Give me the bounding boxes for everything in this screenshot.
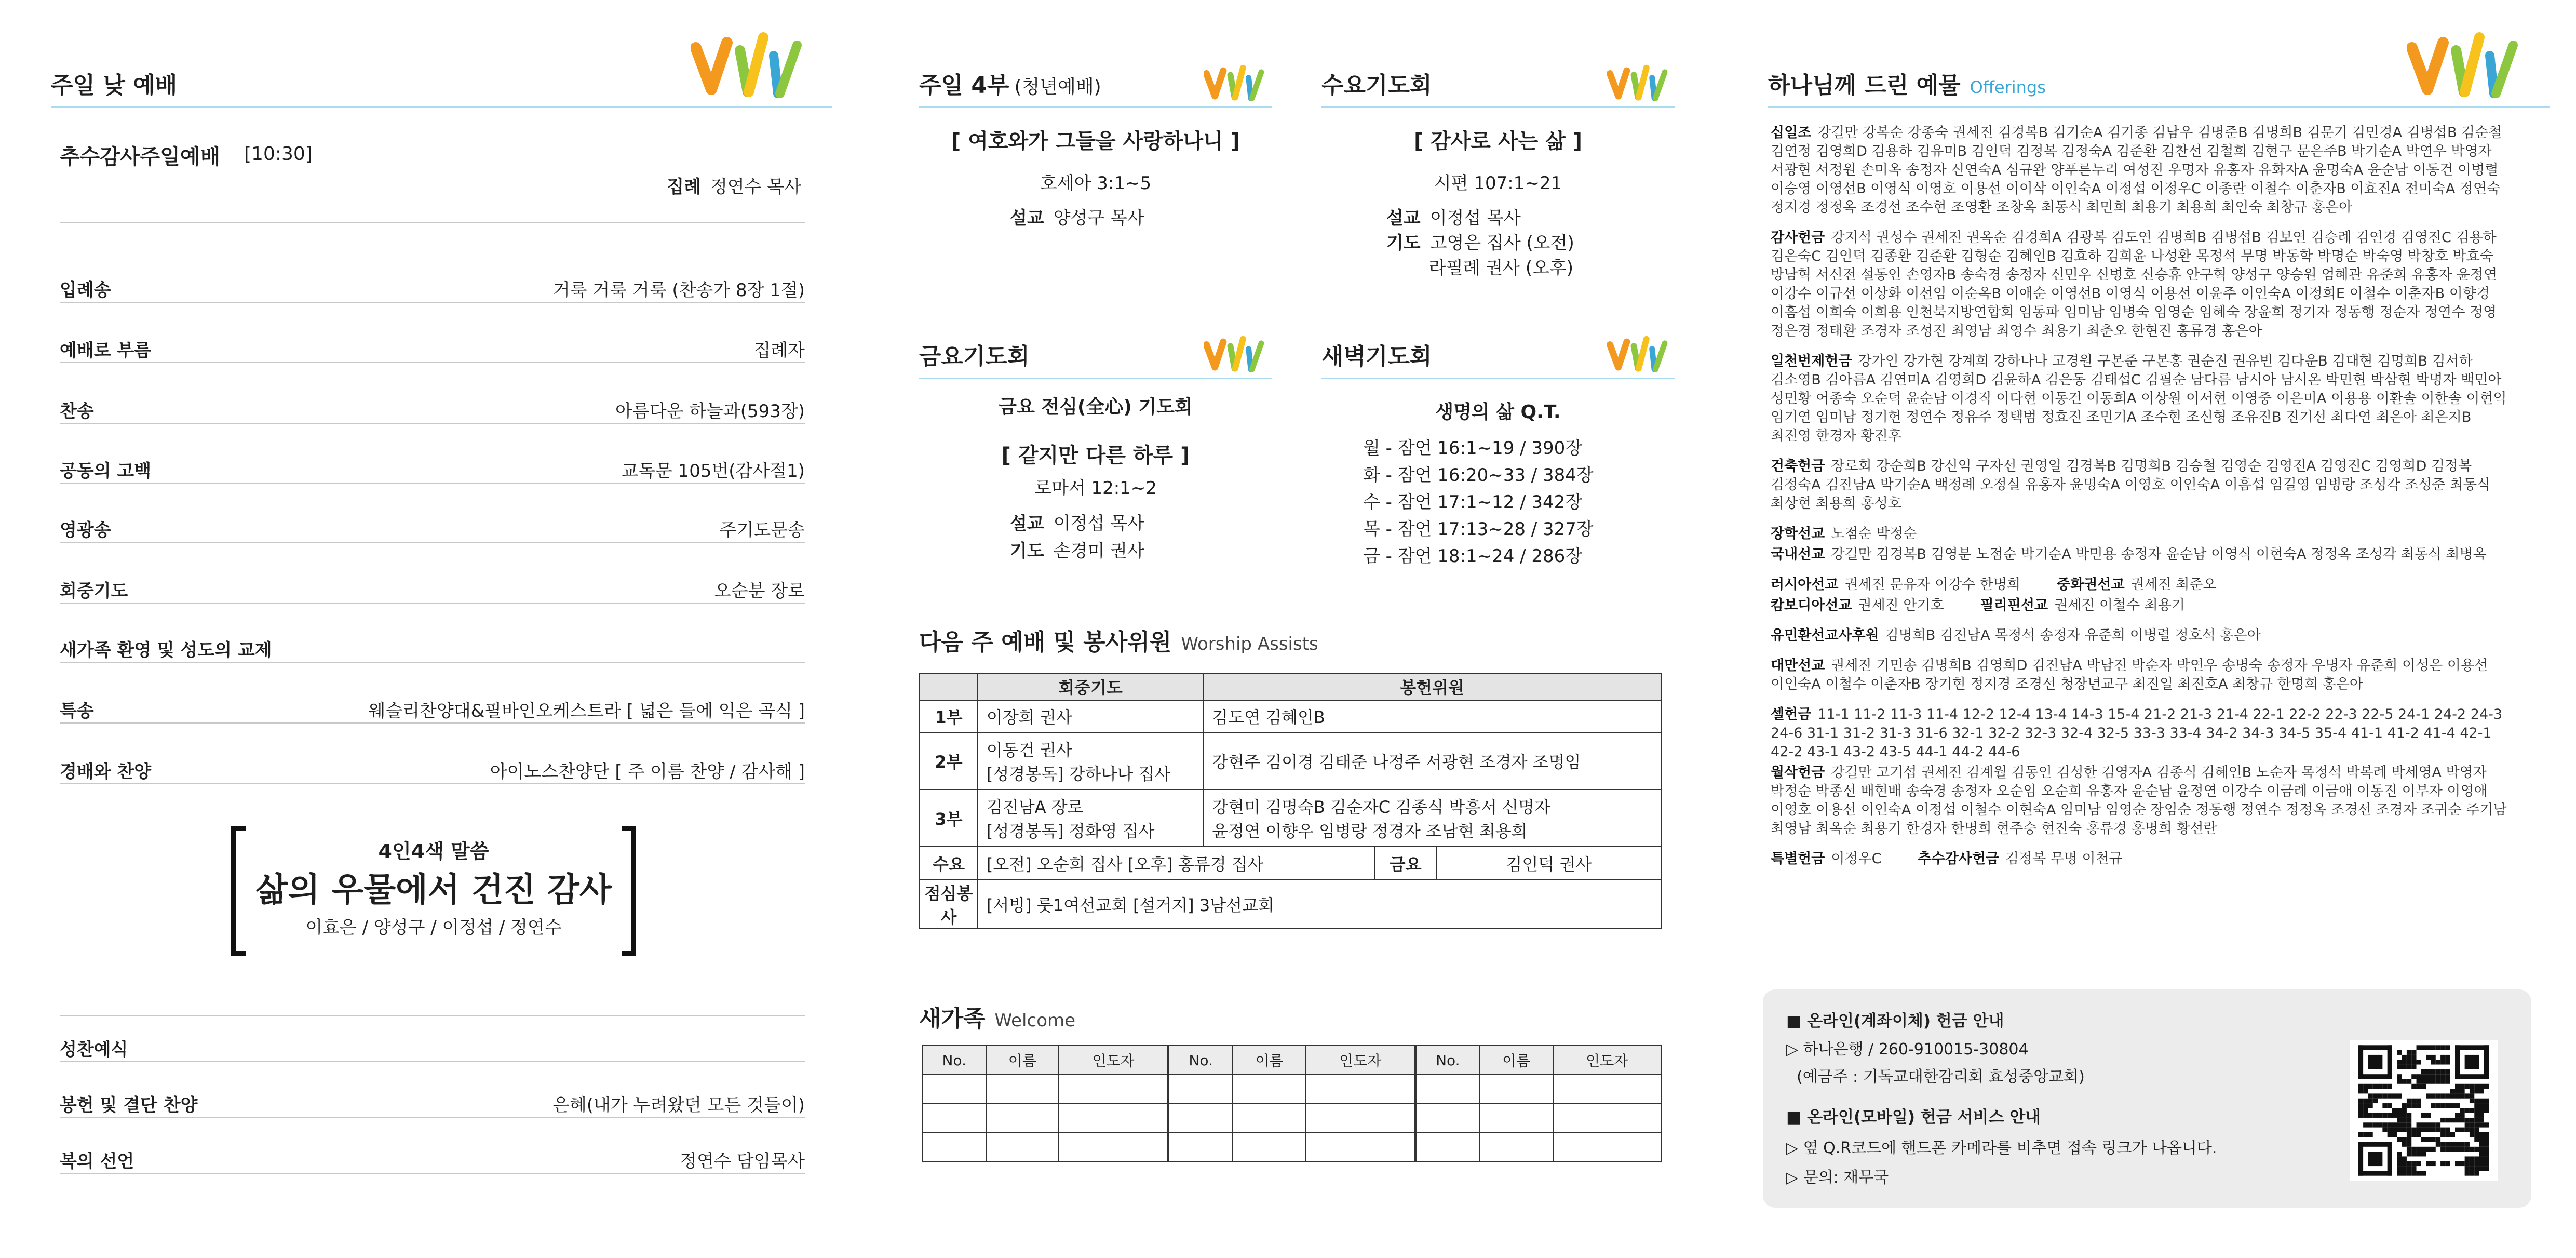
col-header-offering: 봉헌위원 [1203, 673, 1661, 700]
welcome-cell[interactable] [1233, 1075, 1306, 1104]
sunday4-heading: [ 여호와가 그들을 사랑하나니 ] [951, 129, 1240, 153]
dawn-heading: 생명의 삶 Q.T. [1435, 402, 1561, 423]
order-item-value: 주기도문송 [719, 520, 805, 541]
welcome-cell[interactable] [1480, 1104, 1553, 1133]
table-row [920, 732, 1661, 789]
divider [60, 1015, 805, 1016]
welcome-header: No. [923, 1046, 986, 1075]
fri-sermon: 설교 이정섭 목사 [1010, 513, 1144, 534]
offering-cell [1203, 789, 1661, 847]
welcome-row [923, 1133, 1661, 1162]
box-heading-mobile: ■ 온라인(모바일) 헌금 서비스 안내 [1786, 1108, 2041, 1127]
welcome-cell[interactable] [923, 1104, 986, 1133]
table-row [920, 700, 1661, 732]
order-item-value: 교독문 105번(감사절1) [621, 461, 805, 481]
welcome-cell[interactable] [1059, 1104, 1168, 1133]
welcome-header: 인도자 [1306, 1046, 1415, 1075]
prayer-name: 이동건 권사 [986, 740, 1072, 760]
dawn-line: 금 - 잠언 18:1~24 / 286장 [1363, 546, 1583, 567]
offering-label-2: 필리핀선교 [1980, 597, 2048, 613]
offering-donors: 김명희B 김진남A 목정석 송정자 유준희 이병렬 정호석 홍은아 [1885, 627, 2261, 644]
section-title-friday: 금요기도회 [919, 343, 1030, 370]
order-item-value: 거룩 거룩 거룩 (찬송가 8장 1절) [552, 280, 805, 301]
order-item [60, 1087, 805, 1118]
welcome-cell[interactable] [986, 1133, 1059, 1162]
offering-category [1771, 657, 2513, 694]
offering-donors: 11-1 11-2 11-3 11-4 12-2 12-4 13-4 14-3 15-4 21-2 21-3 21-4 22-1 22-2 22-3 22-5 24-1 24-2 24-3 24-6 31-1 31-2 31-3 31-6 32-1 32-2 32-3 32-4 32-5 33-3 33-4 34-2 34-3 34-5 35-4 41-1 41-2 41-4 42-1 42-2 43-1 43-2 43-5 44-1 44-2 44-6 [1771, 706, 2503, 760]
offering-label: 특별헌금 [1771, 851, 1825, 867]
row-label: 금요 [1374, 847, 1437, 880]
row-label: 수요 [920, 847, 978, 880]
title-rule [919, 378, 1272, 379]
qr-code[interactable] [2350, 1040, 2498, 1181]
col-header-prayer: 회중기도 [978, 673, 1203, 700]
offering-label: 유민환선교사후원 [1771, 627, 1879, 644]
order-item-label: 예배로 부름 [60, 340, 152, 361]
offering-label: 일천번제헌금 [1771, 353, 1852, 369]
offering-donors: 노점순 박정순 [1831, 526, 1917, 542]
section-title-sunday4: 주일 4부 (청년예배) [919, 72, 1101, 99]
welcome-cell[interactable] [1415, 1075, 1480, 1104]
order-item [60, 632, 805, 663]
offering-category [1771, 626, 2513, 645]
service-number: 2부 [920, 732, 978, 789]
order-item [60, 332, 805, 363]
offering-donors: 강지석 권성수 권세진 권옥순 김경희A 김광복 김도연 김명희B 김병섭B 김보연 김승례 김연경 김영진C 김용하 김은숙C 김인덕 김종환 김준환 김형순 김혜인B 김효하 김희윤 나성환 목정석 무명 박동학 박명순 박숙영 박창호 박효숙 방남혁 서신전 설동인 손영자B 송숙경 송정자 신민우 신병호 신승휴 안구혁 양성구 양승원 엄혜관 유준희 유홍자 윤정연 이강수 이규선 이상화 이선임 이순옥B 이애순 이영선B 이영식 이용선 이윤주 이인숙A 이정희E 이철수 이춘자B 이향경 이흠섭 이희숙 이희용 인천북지방연합회 임동파 임미남 임병숙 임영순 임혜숙 장윤희 정기자 정동행 정순자 정연수 정영 정은경 정태환 조경자 조성진 최영남 최영수 최용기 최춘오 한현진 홍류경 홍은아 [1771, 230, 2498, 339]
wed-verse: 시편 107:1~21 [1434, 173, 1562, 194]
welcome-cell[interactable] [1415, 1133, 1480, 1162]
welcome-cell[interactable] [923, 1133, 986, 1162]
welcome-cell[interactable] [986, 1075, 1059, 1104]
offering-label: 러시아선교 [1771, 577, 1839, 593]
welcome-cell[interactable] [1306, 1104, 1415, 1133]
sermon-speakers: 이효은 / 양성구 / 이정섭 / 정연수 [305, 917, 562, 938]
order-item [60, 692, 805, 724]
offering-category [1771, 457, 2513, 513]
church-logo-small [1607, 332, 1675, 379]
title-rule [1321, 378, 1675, 379]
order-item-value: 정연수 담임목사 [680, 1151, 805, 1172]
section-title-dawn: 새벽기도회 [1321, 343, 1432, 370]
offering-donors: 강길만 강복순 강종숙 권세진 김경복B 김기순A 김기종 김남우 김명준B 김명희B 김문기 김민경A 김병섭B 김순철 김연정 김영희D 김용하 김유미B 김인덕 김정복 김정숙A 김준환 김찬선 김철희 김현구 문은주B 박기순A 박연우 박영자 서광현 서정원 손미옥 송정자 신연숙A 심규완 양푸른누리 여성진 우명자 유홍자 유화자A 윤명숙A 윤순남 이동건 이병렬 이승영 이영선B 이영식 이영호 이용선 이이삭 이인숙A 이정섭 이정우C 이종란 이철수 이춘자B 이효진A 전미숙A 정연숙 정지경 정정옥 조경선 조수현 조영환 조창옥 최동식 최민희 최용기 최용희 최인숙 최창규 홍은아 [1771, 125, 2502, 216]
welcome-header: No. [1168, 1046, 1233, 1075]
order-item-value: 아름다운 하늘과(593장) [615, 401, 805, 422]
order-item-label: 새가족 환영 및 성도의 교제 [60, 640, 272, 661]
fri-service-value: 김인덕 권사 [1437, 847, 1661, 880]
welcome-row [923, 1104, 1661, 1133]
offering-label: 감사헌금 [1771, 230, 1825, 246]
offering-names: 강현미 김명숙B 김순자C 김종식 박흥서 신명자 [1212, 797, 1550, 817]
order-item-value: 집례자 [753, 340, 805, 361]
order-item [60, 572, 805, 604]
welcome-table [922, 1045, 1662, 1162]
welcome-cell[interactable] [1168, 1104, 1233, 1133]
church-logo-small [1204, 61, 1271, 108]
offering-category [1771, 596, 2513, 615]
divider [60, 222, 805, 223]
offering-category [1771, 705, 2513, 761]
dawn-line: 월 - 잠언 16:1~19 / 390장 [1363, 438, 1583, 459]
offering-category [1771, 229, 2513, 341]
offering-category [1771, 545, 2513, 564]
fri-verse: 로마서 12:1~2 [1034, 478, 1157, 499]
order-item-label: 입례송 [60, 280, 111, 301]
title-rule [919, 106, 1272, 108]
welcome-cell[interactable] [1553, 1133, 1662, 1162]
offering-label-2: 중화권선교 [2057, 577, 2125, 593]
title-rule [1321, 106, 1675, 108]
offerings-list [1771, 124, 2513, 868]
order-item-value: 은혜(내가 누려왔던 모든 것들이) [552, 1095, 805, 1116]
welcome-cell[interactable] [1168, 1133, 1233, 1162]
reading-name: [성경봉독] 강하나나 집사 [986, 764, 1171, 784]
prayer-name: 이장희 권사 [986, 707, 1072, 727]
box-heading-transfer: ■ 온라인(계좌이체) 헌금 안내 [1786, 1012, 2004, 1031]
offering-label-2: 추수감사헌금 [1918, 851, 1999, 867]
wed-service-value: [오전] 오순희 집사 [오후] 홍류경 집사 [978, 847, 1374, 880]
order-item-label: 특송 [60, 701, 94, 721]
offering-donors: 장로회 강순희B 강신익 구자선 권영일 김경복B 김명희B 김승철 김영순 김영진A 김영진C 김영희D 김정복 김정숙A 김진남A 박기순A 백정례 오정실 유홍자 윤명숙A 이영호 이인숙A 이흠섭 임길영 임병랑 조성각 조성준 최동식 최상현 최용희 홍성호 [1771, 458, 2491, 512]
qr-instruction: ▷ 옆 Q.R코드에 핸드폰 카메라를 비추면 접속 링크가 나옵니다. [1786, 1139, 2217, 1157]
order-item-label: 복의 선언 [60, 1151, 134, 1172]
order-item [60, 393, 805, 424]
order-item-value: 웨슬리찬양대&필바인오케스트라 [ 넓은 들에 익은 곡식 ] [368, 701, 805, 721]
order-item [60, 452, 805, 484]
offering-label: 월삭헌금 [1771, 765, 1825, 781]
order-item-value: 오순분 장로 [713, 581, 805, 601]
order-item [60, 1143, 805, 1174]
sunday4-verse: 호세아 3:1~5 [1040, 173, 1152, 194]
dawn-line: 목 - 잠언 17:13~28 / 327장 [1363, 519, 1594, 540]
offering-donors: 이정우C [1831, 851, 1882, 867]
offering-donors: 권세진 문유자 이강수 한명희 [1844, 577, 2021, 593]
fri-line1: 금요 전심(全心) 기도회 [999, 396, 1193, 418]
offering-label: 건축헌금 [1771, 458, 1825, 474]
offering-donors: 권세진 안기호 [1858, 597, 1944, 613]
section-title-assists: 다음 주 예배 및 봉사위원 Worship Assists [919, 629, 1318, 655]
offering-cell [1203, 700, 1661, 732]
welcome-header: 인도자 [1553, 1046, 1662, 1075]
prayer-cell [978, 700, 1203, 732]
order-item-label: 찬송 [60, 401, 94, 422]
welcome-header: 이름 [1480, 1046, 1553, 1075]
service-time: [10:30] [244, 143, 313, 165]
dawn-line: 수 - 잠언 17:1~12 / 342장 [1363, 492, 1583, 513]
offering-label: 캄보디아선교 [1771, 597, 1852, 613]
offering-names: 강현주 김이경 김태준 나정주 서광현 조경자 조명임 [1212, 752, 1581, 772]
order-item-label: 경배와 찬양 [60, 761, 152, 782]
welcome-header: 인도자 [1059, 1046, 1168, 1075]
welcome-cell[interactable] [1233, 1133, 1306, 1162]
order-item [60, 753, 805, 784]
bank-account: ▷ 하나은행 / 260-910015-30804 [1786, 1040, 2029, 1059]
welcome-cell[interactable] [1306, 1075, 1415, 1104]
church-logo-small [1204, 332, 1271, 379]
online-offering-box [1763, 989, 2531, 1208]
church-logo [2407, 27, 2531, 107]
church-logo-small [1607, 61, 1675, 108]
contact-info: ▷ 문의: 재무국 [1786, 1169, 1889, 1187]
order-item-label: 회중기도 [60, 581, 128, 601]
lunch-service-value: [서빙] 룻1여선교회 [설거지] 3남선교회 [978, 880, 1661, 929]
title-rule [51, 106, 832, 108]
offering-donors-2: 권세진 이철수 최용기 [2054, 597, 2185, 613]
offering-label: 셀헌금 [1771, 706, 1812, 722]
section-title-wednesday: 수요기도회 [1321, 72, 1432, 99]
welcome-header: No. [1415, 1046, 1480, 1075]
offering-label: 장학선교 [1771, 526, 1825, 542]
sunday4-sermon: 설교 양성구 목사 [1010, 208, 1144, 229]
section-title-welcome: 새가족 Welcome [919, 1006, 1076, 1032]
welcome-cell[interactable] [1480, 1075, 1553, 1104]
welcome-cell[interactable] [923, 1075, 986, 1104]
offering-label: 국내선교 [1771, 546, 1825, 563]
welcome-cell[interactable] [986, 1104, 1059, 1133]
welcome-cell[interactable] [1553, 1075, 1662, 1104]
offering-category [1771, 525, 2513, 543]
prayer-cell [978, 789, 1203, 847]
service-number: 1부 [920, 700, 978, 732]
offering-donors: 권세진 기민송 김명희B 김영희D 김진남A 박남진 박순자 박연우 송명숙 송정자 우명자 유준희 이성은 이용선 이인숙A 이철수 이춘자B 장기현 정지경 조경선 청장년교구 최진일 최진호A 최창규 한명희 홍은아 [1771, 658, 2488, 692]
welcome-cell[interactable] [1059, 1133, 1168, 1162]
order-item-label: 영광송 [60, 520, 111, 541]
welcome-cell[interactable] [1306, 1133, 1415, 1162]
title-rule [1768, 106, 2550, 108]
offering-names: 김도연 김혜인B [1212, 707, 1325, 727]
order-item [60, 272, 805, 303]
account-holder: (예금주 : 기독교대한감리회 효성중앙교회) [1797, 1068, 2085, 1086]
offering-cell [1203, 732, 1661, 789]
row-label: 점심봉사 [920, 880, 978, 929]
sermon-box [231, 826, 636, 956]
order-item-label: 성찬예식 [60, 1039, 128, 1060]
offering-category [1771, 576, 2513, 594]
section-title-sunday-worship: 주일 낮 예배 [51, 72, 178, 99]
assists-table [919, 673, 1662, 929]
section-title-offerings: 하나님께 드린 예물 Offerings [1768, 72, 2046, 99]
sermon-title: 삶의 우물에서 건진 감사 [255, 871, 612, 909]
order-item [60, 512, 805, 543]
offering-category [1771, 352, 2513, 446]
offering-names-2: 윤정연 이향우 임병랑 정경자 조남현 최용희 [1212, 821, 1528, 841]
wed-heading: [ 감사로 사는 삶 ] [1413, 129, 1583, 153]
offering-label: 대만선교 [1771, 658, 1825, 674]
offering-donors: 강길만 고기섭 권세진 김계월 김동인 김성한 김영자A 김종식 김혜인B 노순자 목정석 박복례 박세영A 박영자 박정순 박종선 배현배 송숙경 송정자 오순임 오순희 유홍자 윤순남 윤정연 이강수 이금례 이금애 이동진 이부자 이영애 이영호 이용선 이인숙A 이정섭 이철수 이현숙A 임미남 임영순 장임순 정동행 정연수 정정옥 조경선 조경자 조귀순 주기남 최영남 최옥순 최용기 한경자 한명희 현주승 현진숙 홍류경 홍명희 황선란 [1771, 765, 2507, 837]
welcome-cell[interactable] [1480, 1133, 1553, 1162]
fri-heading: [ 같지만 다른 하루 ] [1001, 444, 1190, 467]
welcome-cell[interactable] [1553, 1104, 1662, 1133]
service-number: 3부 [920, 789, 978, 847]
service-name: 추수감사주일예배 [60, 145, 221, 169]
dawn-line: 화 - 잠언 16:20~33 / 384장 [1363, 465, 1594, 486]
sermon-series: 4인4색 말씀 [378, 840, 489, 863]
offering-category [1771, 124, 2513, 217]
offering-category [1771, 850, 2513, 868]
offering-donors-2: 김정복 무명 이천규 [2005, 851, 2123, 867]
order-item-label: 봉헌 및 결단 찬양 [60, 1095, 198, 1116]
offering-donors: 강가인 강가현 강계희 강하나나 고경원 구본준 구본홍 권순진 권유빈 김다운B 김대현 김명희B 김서하 김소영B 김아름A 김연미A 김영희D 김윤하A 김은동 김태섭C 김필순 남다름 남시아 남시온 박민현 박삼현 박명자 백민아 성민황 어종숙 오순덕 윤순남 이경직 이다현 이동건 이동희A 이상원 이서현 이영중 이은미A 이용용 이환솔 이한솔 이현익 임기연 임미남 정기헌 정연수 정유주 정택범 정효진 조민기A 조수현 조신형 조유진B 진기선 최다연 최은아 최은지B 최진영 한경자 황진후 [1771, 353, 2507, 444]
wed-prayer: 기도 고영은 집사 (오전) [1386, 233, 1574, 253]
order-item-value: 아이노스찬양단 [ 주 이름 찬양 / 감사해 ] [490, 761, 805, 782]
welcome-cell[interactable] [1168, 1075, 1233, 1104]
prayer-name: 김진남A 장로 [986, 797, 1084, 817]
welcome-header: 이름 [1233, 1046, 1306, 1075]
reading-name: [성경봉독] 정화영 집사 [986, 821, 1155, 841]
prayer-cell [978, 732, 1203, 789]
table-row [920, 789, 1661, 847]
welcome-header: 이름 [986, 1046, 1059, 1075]
welcome-cell[interactable] [1233, 1104, 1306, 1133]
welcome-cell[interactable] [1415, 1104, 1480, 1133]
wed-prayer-2: 라필례 권사 (오후) [1429, 258, 1574, 278]
church-logo [691, 27, 815, 107]
welcome-row [923, 1075, 1661, 1104]
offering-category [1771, 764, 2513, 838]
offering-donors: 강길만 김경복B 김영분 노점순 박기순A 박민용 송정자 윤순남 이영식 이현숙A 정정옥 조성각 최동식 최병옥 [1831, 546, 2487, 563]
wed-sermon: 설교 이정섭 목사 [1386, 208, 1521, 229]
welcome-cell[interactable] [1059, 1075, 1168, 1104]
offering-label: 십일조 [1771, 125, 1812, 141]
presider: 집례 정연수 목사 [667, 177, 801, 197]
col-header [920, 673, 978, 700]
offering-donors-2: 권세진 최준오 [2130, 577, 2217, 593]
order-item [60, 1031, 805, 1062]
order-item-label: 공동의 고백 [60, 461, 152, 481]
fri-prayer: 기도 손경미 권사 [1010, 541, 1144, 561]
